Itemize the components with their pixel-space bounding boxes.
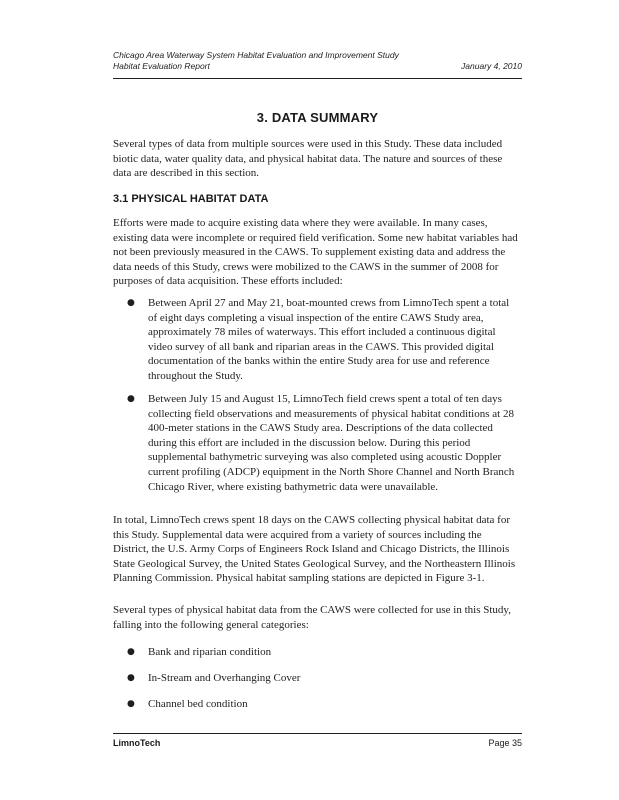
list-item: [127, 697, 520, 712]
footer-rule: [113, 733, 522, 734]
list-item: [127, 296, 520, 384]
section-title: 3. DATA SUMMARY: [256, 110, 379, 125]
list-item: [127, 671, 520, 686]
bullet-icon: ●: [127, 298, 135, 308]
intro-paragraph: Several types of data from multiple sources were used in this Study. These data included biotic data, water quality data, and physical habitat data. The nature and sources of these data are described in this section.: [113, 138, 503, 180]
footer-company: LimnoTech: [113, 738, 161, 748]
bullet-text: In-Stream and Overhanging Cover: [148, 672, 301, 684]
header-study-title: Chicago Area Waterway System Habitat Evaluation and Improvement Study: [113, 50, 399, 60]
bullet-icon: ●: [127, 673, 135, 683]
running-header: [113, 50, 522, 72]
bullet-text: Between July 15 and August 15, LimnoTech field crews spent a total of ten days collecting field observations and measurements of physical habitat conditions at 28 400-meter stations in the CAWS Study area. Descriptions of the data collected during this effort are included in the discussion below. During this period supplemental bathymetric surveying was also completed using acoustic Doppler current profiling (ADCP) equipment in the North Shore Channel and North Branch Chicago River, where existing bathymetric data were unavailable.: [148, 393, 515, 493]
bullet-text: Between April 27 and May 21, boat-mounted crews from LimnoTech spent a total of eight days completing a visual inspection of the entire CAWS Study area, approximately 78 miles of waterways. This effort included a continuous digital video survey of all bank and riparian areas in the CAWS. This provided digital documentation of the banks within the entire Study area for use and reference throughout the Study.: [148, 297, 510, 382]
categories-intro-paragraph: Several types of physical habitat data from the CAWS were collected for use in this Study, falling into the following general categories:: [113, 604, 511, 631]
efforts-paragraph: Efforts were made to acquire existing data where they were available. In many cases, existing data were incomplete or required field verification. Some new habitat variables had not been previously measured in the CAWS. To supplement existing data and address the data needs of this Study, crews were mobilized to the CAWS in the summer of 2008 for purposes of data acquisition. These efforts included:: [113, 217, 518, 288]
header-rule: [113, 78, 522, 79]
bullet-icon: ●: [127, 699, 135, 709]
bullet-text: Channel bed condition: [148, 698, 248, 710]
bullet-text: Bank and riparian condition: [148, 646, 272, 658]
footer-page-number: Page 35: [488, 738, 522, 748]
running-footer: [113, 738, 522, 748]
header-report-name: Habitat Evaluation Report: [113, 61, 210, 71]
bullet-icon: ●: [127, 394, 135, 404]
subsection-title: 3.1 PHYSICAL HABITAT DATA: [113, 193, 269, 205]
list-item: [127, 392, 520, 494]
list-item: [127, 645, 520, 660]
header-date: January 4, 2010: [461, 61, 522, 71]
bullet-icon: ●: [127, 647, 135, 657]
summary-paragraph: In total, LimnoTech crews spent 18 days on the CAWS collecting physical habitat data for this Study. Supplemental data were acquired from a variety of sources including the District, the U.S. Army Corps of Engineers Rock Island and Chicago Districts, the Illinois State Geological Survey, the United States Geological Survey, and the Northeastern Illinois Planning Commission. Physical habitat sampling stations are depicted in Figure 3-1.: [113, 514, 516, 585]
